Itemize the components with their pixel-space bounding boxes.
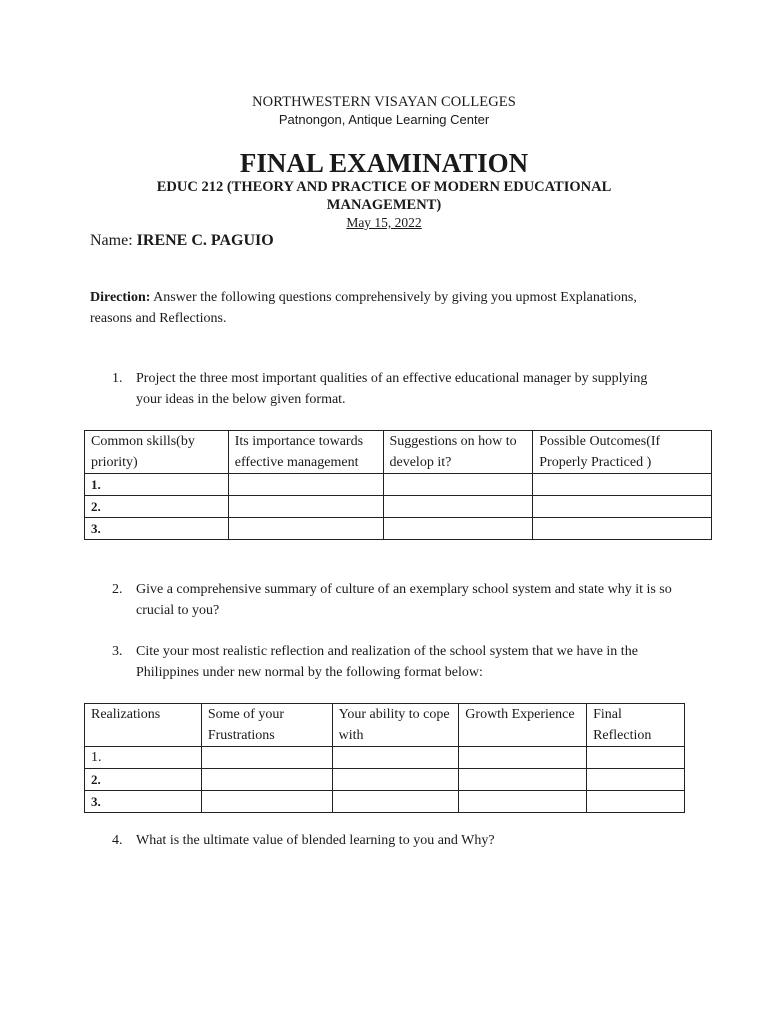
table-cell[interactable]: [383, 496, 533, 518]
question-text: What is the ultimate value of blended learning to you and Why?: [136, 833, 495, 848]
course-title: EDUC 212 (THEORY AND PRACTICE OF MODERN EDUCATIONAL MANAGEMENT): [156, 179, 612, 213]
student-name: IRENE C. PAGUIO: [136, 232, 274, 249]
table-cell[interactable]: [332, 769, 459, 791]
table-row: [85, 496, 712, 518]
question-number: 3.: [112, 644, 123, 659]
table-header-cell: Its importance towards effective management: [228, 431, 383, 474]
table-row: [85, 791, 685, 813]
table-header-cell: Some of your Frustrations: [201, 704, 332, 747]
table-row: [85, 518, 712, 540]
table-header-cell: Your ability to cope with: [332, 704, 459, 747]
table-header-cell: Final Reflection: [587, 704, 685, 747]
name-label: Name:: [90, 232, 133, 249]
table-cell[interactable]: [587, 769, 685, 791]
row-number: 1.: [85, 747, 202, 769]
table-header-row: [85, 431, 712, 474]
row-number: 3.: [85, 791, 202, 813]
realizations-table: [84, 703, 685, 813]
table-cell[interactable]: [228, 518, 383, 540]
table-cell[interactable]: [533, 518, 712, 540]
table-row: [85, 474, 712, 496]
question-text: Cite your most realistic reflection and realization of the school system that we have in the Philippines under new normal by the following format below:: [136, 644, 638, 680]
table-cell[interactable]: [383, 518, 533, 540]
row-number: 2.: [85, 496, 229, 518]
direction-text: Answer the following questions comprehensively by giving you upmost Explanations, reasons and Reflections.: [90, 290, 637, 326]
college-name: NORTHWESTERN VISAYAN COLLEGES: [252, 94, 516, 110]
question-number: 1.: [112, 371, 123, 386]
student-name-row: [90, 232, 274, 250]
table-header-cell: Possible Outcomes(If Properly Practiced ): [533, 431, 712, 474]
question-number: 4.: [112, 833, 123, 848]
table-row: [85, 769, 685, 791]
table-cell[interactable]: [201, 769, 332, 791]
table-cell[interactable]: [383, 474, 533, 496]
table-header-cell: Growth Experience: [459, 704, 587, 747]
table-header-cell: Common skills(by priority): [85, 431, 229, 474]
table-cell[interactable]: [533, 496, 712, 518]
exam-date: May 15, 2022: [346, 215, 422, 230]
table-row: [85, 747, 685, 769]
exam-title: FINAL EXAMINATION: [239, 148, 529, 178]
table-header-cell: Realizations: [85, 704, 202, 747]
table-cell[interactable]: [201, 747, 332, 769]
row-number: 3.: [85, 518, 229, 540]
table-cell[interactable]: [332, 791, 459, 813]
campus-name: Patnongon, Antique Learning Center: [278, 112, 490, 127]
table-cell[interactable]: [533, 474, 712, 496]
table-header-cell: Suggestions on how to develop it?: [383, 431, 533, 474]
row-number: 2.: [85, 769, 202, 791]
table-cell[interactable]: [587, 791, 685, 813]
table-cell[interactable]: [459, 769, 587, 791]
table-cell[interactable]: [228, 496, 383, 518]
direction-label: Direction:: [90, 290, 151, 305]
direction-paragraph: [90, 287, 650, 329]
table-cell[interactable]: [332, 747, 459, 769]
question-text: Project the three most important qualities of an effective educational manager by supplying your ideas in the below given format.: [136, 371, 648, 407]
question-text: Give a comprehensive summary of culture of an exemplary school system and state why it is so crucial to you?: [136, 582, 672, 618]
table-cell[interactable]: [459, 747, 587, 769]
table-cell[interactable]: [587, 747, 685, 769]
table-cell[interactable]: [201, 791, 332, 813]
question-number: 2.: [112, 582, 123, 597]
table-header-row: [85, 704, 685, 747]
row-number: 1.: [85, 474, 229, 496]
table-cell[interactable]: [228, 474, 383, 496]
qualities-table: [84, 430, 712, 540]
table-cell[interactable]: [459, 791, 587, 813]
